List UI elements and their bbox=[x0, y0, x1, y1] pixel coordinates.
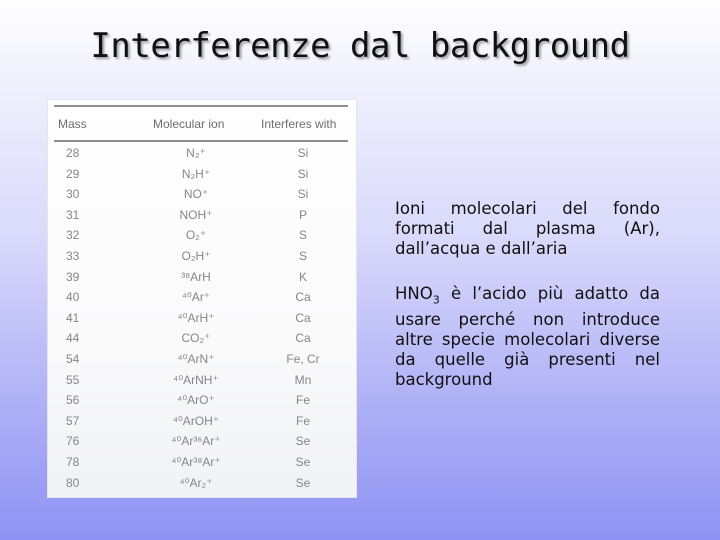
cell-interferes-with: Ca bbox=[295, 290, 311, 305]
header-mass: Mass bbox=[58, 117, 87, 131]
cell-interferes-with: P bbox=[298, 207, 307, 222]
cell-molecular-ion: ⁴⁰Ar³⁸Ar⁺ bbox=[171, 455, 221, 469]
cell-molecular-ion: O₂⁺ bbox=[185, 228, 207, 243]
cell-mass: 41 bbox=[66, 310, 80, 325]
cell-mass: 80 bbox=[66, 475, 80, 490]
cell-mass: 76 bbox=[66, 434, 80, 449]
hno3-text: è l’acido più adatto da usare perché non introduce altre specie molecolari diverse da quelle già presenti nel background bbox=[395, 284, 660, 390]
table-row bbox=[54, 329, 348, 349]
cell-mass: 54 bbox=[66, 352, 80, 366]
table-row bbox=[54, 206, 348, 226]
cell-molecular-ion: NOH⁺ bbox=[179, 207, 213, 222]
cell-molecular-ion: O₂H⁺ bbox=[181, 249, 211, 263]
cell-interferes-with: Fe, Cr bbox=[286, 352, 320, 366]
cell-interferes-with: S bbox=[298, 228, 307, 243]
cell-interferes-with: K bbox=[298, 269, 307, 284]
cell-mass: 56 bbox=[66, 393, 80, 408]
interference-table bbox=[48, 100, 356, 497]
cell-interferes-with: Si bbox=[297, 146, 309, 160]
cell-interferes-with: Ca bbox=[295, 331, 311, 346]
cell-molecular-ion: N₂H⁺ bbox=[181, 166, 211, 181]
cell-molecular-ion: ⁴⁰Ar⁺ bbox=[181, 290, 211, 305]
cell-mass: 32 bbox=[66, 228, 80, 243]
table-row bbox=[54, 474, 348, 494]
hno3-subscript: 3 bbox=[432, 293, 440, 307]
cell-molecular-ion: NO⁺ bbox=[183, 187, 209, 202]
cell-mass: 39 bbox=[66, 269, 80, 284]
cell-molecular-ion: ⁴⁰ArN⁺ bbox=[177, 352, 215, 366]
table-row bbox=[54, 185, 348, 205]
table-row bbox=[54, 453, 348, 473]
cell-mass: 31 bbox=[66, 207, 80, 222]
table-row bbox=[54, 432, 348, 452]
cell-interferes-with: Se bbox=[295, 434, 311, 449]
cell-molecular-ion: ⁴⁰Ar³⁶Ar⁺ bbox=[171, 434, 221, 449]
cell-interferes-with: Ca bbox=[295, 310, 311, 325]
cell-mass: 30 bbox=[66, 187, 80, 202]
table-row bbox=[54, 288, 348, 308]
table-row bbox=[54, 268, 348, 288]
paragraph-background-ions: Ioni molecolari del fondo formati dal plasma (Ar), dall’acqua e dall’aria bbox=[395, 199, 660, 258]
table-row bbox=[54, 226, 348, 246]
cell-molecular-ion: ⁴⁰ArNH⁺ bbox=[173, 372, 219, 387]
cell-interferes-with: Se bbox=[295, 475, 311, 490]
table-row bbox=[54, 412, 348, 432]
cell-mass: 78 bbox=[66, 455, 80, 469]
cell-mass: 57 bbox=[66, 413, 80, 428]
cell-mass: 40 bbox=[66, 290, 80, 305]
table-header bbox=[54, 105, 348, 142]
hno3-formula: HNO bbox=[395, 284, 433, 303]
table-row bbox=[54, 391, 348, 411]
cell-molecular-ion: ⁴⁰ArH⁺ bbox=[177, 310, 215, 325]
header-molecular-ion: Molecular ion bbox=[153, 117, 225, 131]
cell-molecular-ion: ⁴⁰ArOH⁺ bbox=[172, 413, 220, 428]
cell-molecular-ion: ⁴⁰Ar₂⁺ bbox=[179, 475, 213, 490]
cell-mass: 29 bbox=[66, 166, 80, 181]
table-row bbox=[54, 371, 348, 391]
cell-molecular-ion: N₂⁺ bbox=[186, 146, 206, 160]
table-row bbox=[54, 309, 348, 329]
cell-interferes-with: Fe bbox=[295, 393, 310, 408]
table-row bbox=[54, 144, 348, 164]
cell-mass: 33 bbox=[66, 249, 80, 263]
paragraph-hno3 bbox=[395, 284, 660, 390]
cell-interferes-with: Si bbox=[297, 187, 309, 202]
cell-molecular-ion: CO₂⁺ bbox=[181, 331, 211, 346]
cell-molecular-ion: ³⁸ArH bbox=[181, 269, 211, 284]
table-row bbox=[54, 165, 348, 185]
cell-mass: 55 bbox=[66, 372, 80, 387]
header-interferes-with: Interferes with bbox=[261, 117, 337, 131]
cell-interferes-with: S bbox=[298, 249, 307, 263]
cell-mass: 44 bbox=[66, 331, 80, 346]
cell-interferes-with: Si bbox=[297, 166, 309, 181]
cell-mass: 28 bbox=[66, 146, 80, 160]
cell-interferes-with: Mn bbox=[294, 372, 312, 387]
cell-interferes-with: Fe bbox=[295, 413, 310, 428]
cell-interferes-with: Se bbox=[295, 455, 311, 469]
table-row bbox=[54, 350, 348, 370]
slide-title: Interferenze dal background bbox=[90, 26, 630, 66]
cell-molecular-ion: ⁴⁰ArO⁺ bbox=[177, 393, 215, 408]
table-row bbox=[54, 247, 348, 267]
